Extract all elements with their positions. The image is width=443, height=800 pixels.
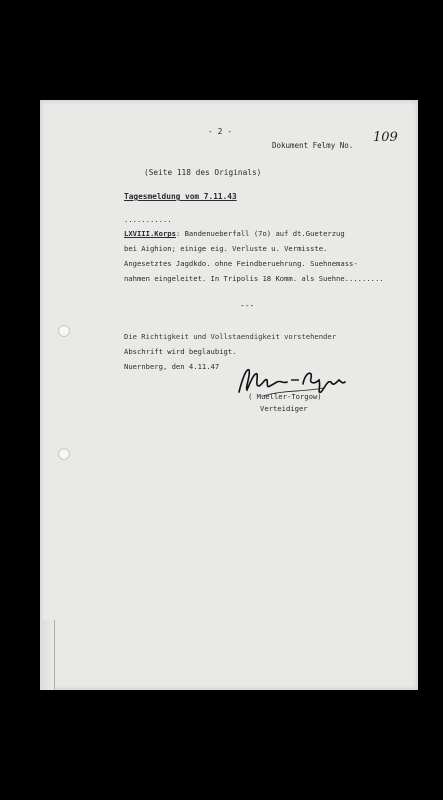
- signatory-name: ( Mueller-Torgow): [248, 392, 322, 401]
- elision-dots: ...........: [124, 215, 172, 224]
- certification-line-2: Abschrift wird beglaubigt.: [124, 347, 237, 356]
- document-page: [40, 100, 418, 690]
- document-label: Dokument Felmy No.: [272, 141, 354, 150]
- section-divider: ---: [240, 301, 255, 310]
- place-date: Nuernberg, den 4.11.47: [124, 362, 220, 371]
- report-heading: Tagesmeldung vom 7.11.43: [124, 192, 237, 201]
- report-line-3: Angesetztes Jagdkdo. ohne Feindberuehrung. Suehnemass-: [124, 259, 358, 268]
- report-line-4: nahmen eingeleitet. In Tripolis 18 Komm. als Suehne.........: [124, 274, 384, 283]
- document-number: 109: [373, 130, 398, 145]
- certification-line-1: Die Richtigkeit und Vollstaendigkeit vorstehender: [124, 332, 337, 341]
- korps-label: LXVIII.Korps: [124, 229, 176, 238]
- report-line-2: bei Aighion; einige eig. Verluste u. Vermisste.: [124, 244, 328, 253]
- page-number: - 2 -: [208, 127, 233, 136]
- punch-hole: [58, 448, 70, 460]
- page-fold: [40, 620, 55, 690]
- original-page-reference: (Seite 118 des Originals): [144, 168, 262, 177]
- punch-hole: [58, 325, 70, 337]
- report-line-1: [124, 229, 345, 238]
- signatory-role: Verteidiger: [260, 404, 308, 413]
- report-line-1-text: : Bandenueberfall (7o) auf dt.Gueterzug: [175, 229, 345, 238]
